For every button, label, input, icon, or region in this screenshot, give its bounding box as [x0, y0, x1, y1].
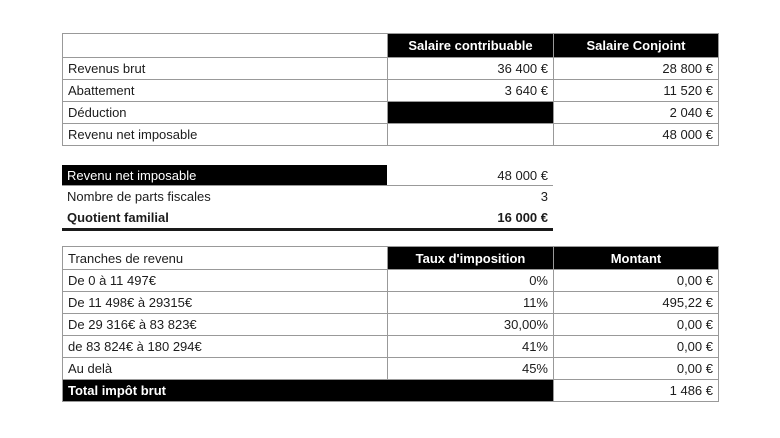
table-row: [63, 102, 719, 124]
deduction-conjoint-value: 2 040 €: [554, 102, 719, 124]
bracket-3-amount: 0,00 €: [554, 314, 719, 336]
column-header-conjoint: Salaire Conjoint: [554, 34, 719, 58]
bracket-2-label: De 11 498€ à 29315€: [63, 292, 388, 314]
table-row: [63, 270, 719, 292]
deduction-contribuable-filled-cell: [388, 102, 554, 124]
table-row: [63, 292, 719, 314]
bracket-5-rate: 45%: [388, 358, 554, 380]
tranches-header-label: Tranches de revenu: [63, 247, 388, 270]
bracket-4-rate: 41%: [388, 336, 554, 358]
deduction-label: Déduction: [63, 102, 388, 124]
table-row: [62, 207, 553, 230]
table-row: [62, 186, 553, 208]
bracket-3-rate: 30,00%: [388, 314, 554, 336]
empty-corner-cell: [63, 34, 388, 58]
quotient-table: [62, 165, 553, 231]
column-header-contribuable: Salaire contribuable: [388, 34, 554, 58]
bracket-4-label: de 83 824€ à 180 294€: [63, 336, 388, 358]
salary-table: [62, 33, 719, 146]
table-row: [63, 336, 719, 358]
revenus-brut-contribuable-value: 36 400 €: [388, 58, 554, 80]
bracket-5-label: Au delà: [63, 358, 388, 380]
abattement-contribuable-value: 3 640 €: [388, 80, 554, 102]
revenu-net-imposable-total-value: 48 000 €: [387, 165, 553, 186]
revenu-net-imposable-contribuable-value: [388, 124, 554, 146]
quotient-familial-label: Quotient familial: [67, 210, 169, 225]
total-impot-brut-amount: 1 486 €: [554, 380, 719, 402]
table-row: [63, 58, 719, 80]
bracket-2-rate: 11%: [388, 292, 554, 314]
table-row: [63, 358, 719, 380]
bracket-5-amount: 0,00 €: [554, 358, 719, 380]
table-row: [63, 124, 719, 146]
total-row: [63, 380, 719, 402]
table-row: [63, 314, 719, 336]
bracket-1-rate: 0%: [388, 270, 554, 292]
revenus-brut-label: Revenus brut: [63, 58, 388, 80]
bracket-2-amount: 495,22 €: [554, 292, 719, 314]
parts-fiscales-label: Nombre de parts fiscales: [67, 189, 211, 204]
total-impot-brut-label: Total impôt brut: [63, 380, 554, 402]
bracket-1-amount: 0,00 €: [554, 270, 719, 292]
parts-fiscales-value: 3: [540, 189, 548, 204]
abattement-conjoint-value: 11 520 €: [554, 80, 719, 102]
brackets-table: [62, 246, 719, 402]
revenu-net-imposable-bar-label: Revenu net imposable: [62, 165, 387, 186]
quotient-familial-value: 16 000 €: [497, 210, 548, 225]
brackets-header-row: [63, 247, 719, 270]
revenu-net-imposable-conjoint-value: 48 000 €: [554, 124, 719, 146]
bracket-3-label: De 29 316€ à 83 823€: [63, 314, 388, 336]
revenu-net-imposable-label: Revenu net imposable: [63, 124, 388, 146]
column-header-taux: Taux d'imposition: [388, 247, 554, 270]
revenus-brut-conjoint-value: 28 800 €: [554, 58, 719, 80]
bracket-1-label: De 0 à 11 497€: [63, 270, 388, 292]
table-row: [62, 165, 553, 186]
salary-table-header-row: [63, 34, 719, 58]
abattement-label: Abattement: [63, 80, 388, 102]
column-header-montant: Montant: [554, 247, 719, 270]
table-row: [63, 80, 719, 102]
bracket-4-amount: 0,00 €: [554, 336, 719, 358]
